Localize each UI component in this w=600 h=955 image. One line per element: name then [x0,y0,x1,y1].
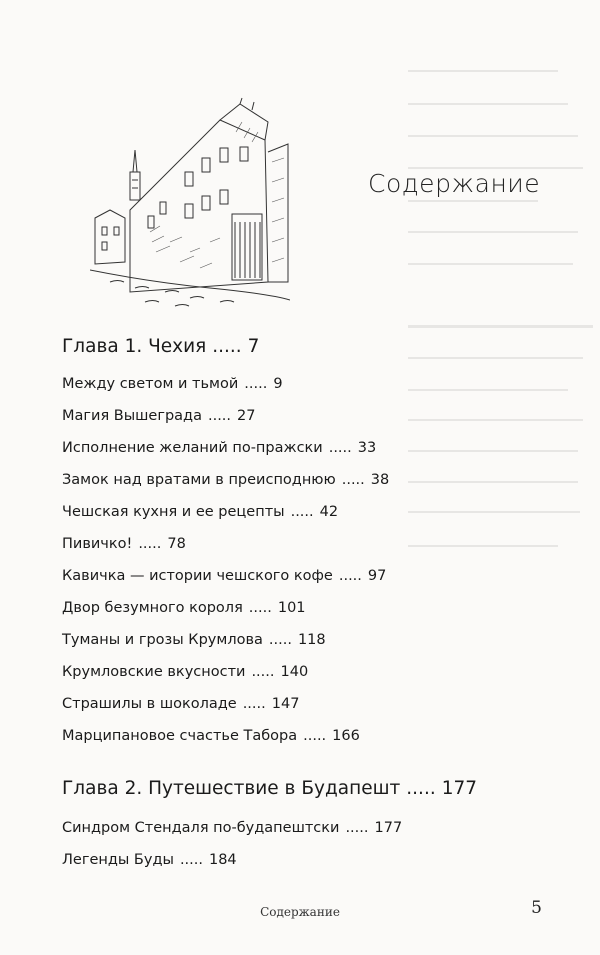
entry-title: Двор безумного короля [62,600,243,616]
toc-entry [62,408,255,424]
toc-entry [62,600,306,616]
toc-entry-chapter-2 [62,778,477,799]
toc-entry [62,728,360,744]
toc-entry [62,472,389,488]
entry-leader: ..... [328,440,352,456]
entry-title: Глава 2. Путешествие в Будапешт [62,778,401,799]
entry-page: 33 [357,440,377,456]
entry-leader: ..... [338,568,362,584]
entry-page: 42 [319,504,339,520]
entry-leader: ..... [268,632,292,648]
toc-entry [62,568,386,584]
entry-title: Замок над вратами в преисподнюю [62,472,336,488]
entry-title: Между светом и тьмой [62,376,239,392]
toc-entry [62,632,326,648]
entry-page: 118 [297,632,326,648]
entry-page: 177 [441,778,478,799]
entry-leader: ..... [303,728,327,744]
entry-leader: ..... [207,408,232,424]
toc-entry [62,376,283,392]
entry-title: Магия Вышеграда [62,408,202,424]
entry-title: Чешская кухня и ее рецепты [62,504,285,520]
toc-entry-chapter-1 [62,336,259,357]
entry-page: 184 [208,852,237,868]
running-footer: Содержание [260,905,340,919]
entry-leader: ..... [212,336,242,357]
entry-page: 140 [280,664,309,680]
entry-leader: ..... [248,600,272,616]
toc-entry [62,696,299,712]
toc-entry [62,852,237,868]
entry-leader: ..... [345,820,369,836]
entry-leader: ..... [242,696,266,712]
entry-title: Легенды Буды [62,852,174,868]
entry-page: 9 [273,376,283,392]
entry-page: 38 [370,472,390,488]
entry-leader: ..... [406,778,436,799]
entry-page: 97 [367,568,387,584]
toc-entry [62,820,402,836]
entry-leader: ..... [341,472,365,488]
entry-leader: ..... [138,536,162,552]
entry-page: 27 [237,408,256,424]
entry-page: 7 [247,336,260,357]
entry-page: 101 [277,600,306,616]
toc-heading: Содержание [368,169,541,198]
entry-leader: ..... [251,664,275,680]
entry-page: 166 [332,728,360,744]
entry-title: Синдром Стендаля по-будапештски [62,820,340,836]
toc-entry [62,536,186,552]
entry-title: Туманы и грозы Крумлова [62,632,263,648]
entry-leader: ..... [244,376,268,392]
entry-leader: ..... [290,504,314,520]
entry-page: 78 [167,536,186,552]
entry-title: Глава 1. Чехия [62,336,207,357]
entry-title: Исполнение желаний по-пражски [62,440,323,456]
entry-page: 177 [374,820,403,836]
page-number: 5 [531,898,542,918]
entry-title: Кавичка — истории чешского кофе [62,568,333,584]
entry-page: 147 [271,696,300,712]
entry-title: Марципановое счастье Табора [62,728,298,744]
toc-entry [62,664,308,680]
toc-entry [62,504,338,520]
entry-title: Пивичко! [62,536,133,552]
toc-entry [62,440,376,456]
street-illustration [90,92,290,314]
entry-leader: ..... [179,852,203,868]
entry-title: Страшилы в шоколаде [62,696,237,712]
entry-title: Крумловские вкусности [62,664,246,680]
